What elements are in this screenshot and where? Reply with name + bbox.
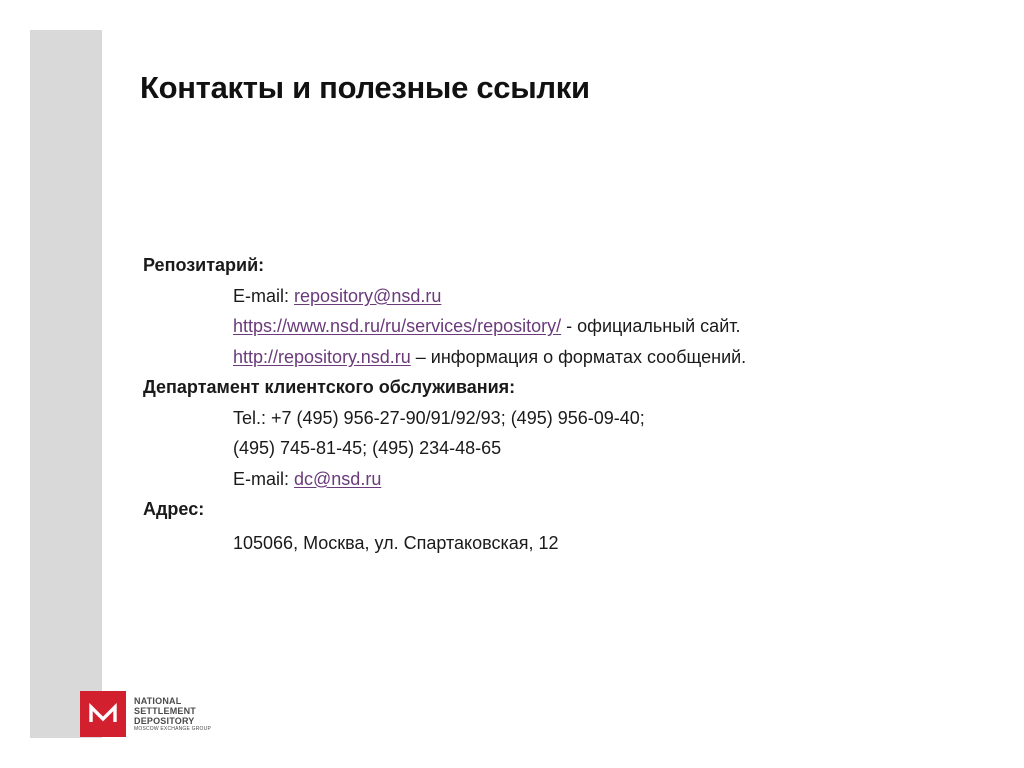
repository-email-prefix: E-mail: (233, 285, 295, 306)
repository-site-line (143, 311, 943, 342)
repository-heading: Репозитарий: (143, 255, 265, 275)
client-service-heading: Департамент клиентского обслуживания: (143, 377, 516, 397)
logo-subline: MOSCOW EXCHANGE GROUP (134, 726, 211, 732)
address-heading: Адрес: (143, 499, 205, 519)
repository-email-link[interactable]: repository@nsd.ru (294, 285, 442, 306)
client-service-phone-line-1: Tel.: +7 (495) 956-27-90/91/92/93; (495) 956-09-40; (233, 407, 645, 428)
client-service-email-link[interactable]: dc@nsd.ru (294, 468, 382, 489)
page-title: Контакты и полезные ссылки (140, 70, 590, 105)
nsd-logo-mark-icon (80, 691, 126, 737)
nsd-logo (80, 691, 211, 737)
client-service-phone-line-2: (495) 745-81-45; (495) 234-48-65 (233, 438, 502, 458)
repository-info-description: – информация о форматах сообщений. (410, 346, 747, 367)
logo-line-national: NATIONAL (134, 696, 182, 706)
repository-info-link[interactable]: http://repository.nsd.ru (233, 346, 411, 367)
repository-site-description: - официальный сайт. (561, 316, 741, 336)
address-text: 105066, Москва, ул. Спартаковская, 12 (233, 532, 559, 553)
repository-site-link[interactable]: https://www.nsd.ru/ru/services/repository/ (233, 316, 562, 336)
contacts-content (143, 250, 943, 558)
nsd-logo-text (134, 696, 211, 732)
client-service-email-line (143, 464, 943, 495)
decorative-side-bar (30, 30, 102, 738)
repository-email-line (143, 281, 943, 312)
logo-line-depository: DEPOSITORY (134, 716, 195, 726)
logo-line-settlement: SETTLEMENT (134, 706, 196, 716)
repository-info-line (143, 342, 943, 373)
client-service-email-prefix: E-mail: (233, 468, 295, 489)
